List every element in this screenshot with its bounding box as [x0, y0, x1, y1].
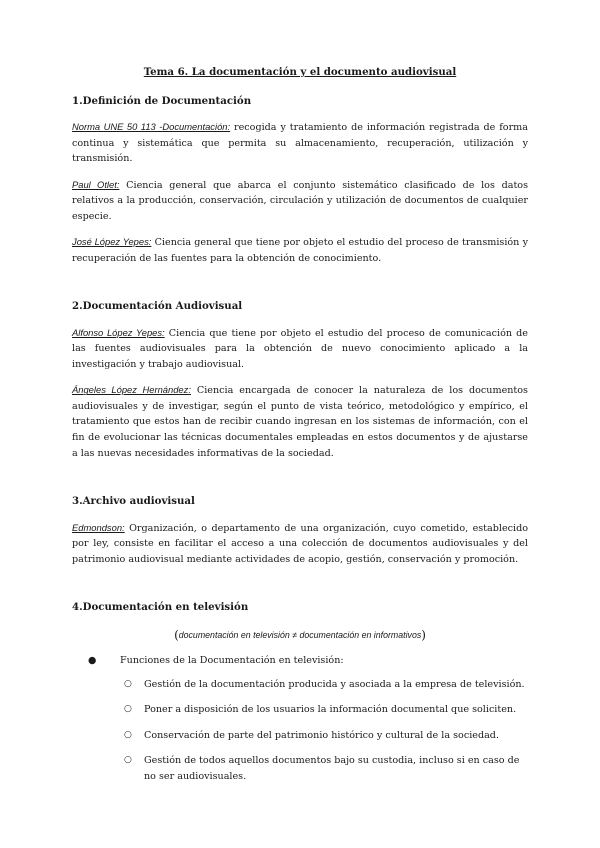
- sub-bullet-item: [72, 677, 528, 693]
- document-title: Tema 6. La documentación y el documento audiovisual: [143, 66, 457, 78]
- definition: [72, 177, 528, 225]
- circle-bullet-icon: ○: [124, 678, 132, 689]
- sub-bullet-text: Gestión de todos aquellos documentos bajo su custodia, incluso si en caso de no ser audiovisuales.: [144, 755, 520, 782]
- definition-text: Organización, o departamento de una organización, cuyo cometido, establecido por ley, consiste en facilitar el acceso a una colección de documentos audiovisuales y del patrimonio audiovisual mediante actividades de acopio, gestión, conservación y promoción.: [72, 522, 528, 565]
- circle-bullet-icon: ○: [124, 755, 132, 766]
- author-name: Paul Otlet:: [72, 178, 120, 190]
- bullet-item: [72, 653, 528, 669]
- definition: [72, 119, 528, 167]
- circle-bullet-icon: ○: [124, 729, 132, 740]
- definition: [72, 234, 528, 266]
- definition-text: Ciencia que tiene por objeto el estudio del proceso de comunicación de las fuentes audiovisuales para la obtención de nuevo conocimiento aplicado a la investigación y trabajo audiovisual.: [72, 327, 528, 370]
- note-text: documentación en televisión ≠ documentación en informativos: [178, 629, 422, 640]
- definition-text: recogida y tratamiento de información registrada de forma continua y sistemática que permita su almacenamiento, recuperación, utilización y transmisión.: [72, 122, 528, 165]
- definition-text: Ciencia general que abarca el conjunto sistemático clasificado de los datos relativos a la producción, conservación, circulación y utilización de documentos de cualquier especie.: [72, 179, 529, 222]
- sub-bullet-text: Conservación de parte del patrimonio histórico y cultural de la sociedad.: [144, 729, 499, 741]
- author-name: Ángeles López Hernández:: [72, 384, 191, 396]
- sub-bullet-item: [72, 702, 528, 718]
- section-heading: 2.Documentación Audiovisual: [72, 300, 243, 313]
- sub-bullet-text: Gestión de la documentación producida y asociada a la empresa de televisión.: [144, 678, 525, 690]
- document-page: [72, 64, 528, 794]
- definition-text: Ciencia general que tiene por objeto el estudio del proceso de transmisión y recuperación de las fuentes para la obtención de conocimiento.: [72, 237, 528, 264]
- definition: [72, 520, 528, 568]
- author-name: Norma UNE 50 113 -Documentación:: [72, 121, 231, 133]
- sub-bullet-text: Poner a disposición de los usuarios la información documental que soliciten.: [144, 704, 517, 716]
- sub-bullet-item: [72, 728, 528, 744]
- definition: [72, 382, 528, 461]
- definition: [72, 325, 528, 373]
- section-heading: 4.Documentación en televisión: [72, 601, 249, 614]
- bullet-text: Funciones de la Documentación en televisión:: [120, 655, 344, 667]
- author-name: Alfonso López Yepes:: [72, 326, 165, 338]
- section-note: (documentación en televisión ≠ documentación en informativos): [174, 627, 426, 642]
- circle-bullet-icon: ○: [124, 704, 132, 715]
- author-name: Edmondson:: [72, 521, 125, 533]
- sub-bullet-item: [72, 753, 528, 784]
- section-heading: 3.Archivo audiovisual: [72, 495, 195, 508]
- definition-text: Ciencia encargada de conocer la naturaleza de los documentos audiovisuales y de investigar, según el punto de vista teórico, metodológico y empírico, el tratamiento que estos han de recibir cuando ingresan en los sistemas de información, con el fin de evolucionar las técnicas documentales empleadas en estos documentos y de ajustarse a las nuevas necesidades informativas de la sociedad.: [72, 385, 528, 459]
- author-name: José López Yepes:: [72, 236, 152, 248]
- bullet-dot-icon: ●: [88, 655, 97, 667]
- section-heading: 1.Definición de Documentación: [72, 94, 252, 107]
